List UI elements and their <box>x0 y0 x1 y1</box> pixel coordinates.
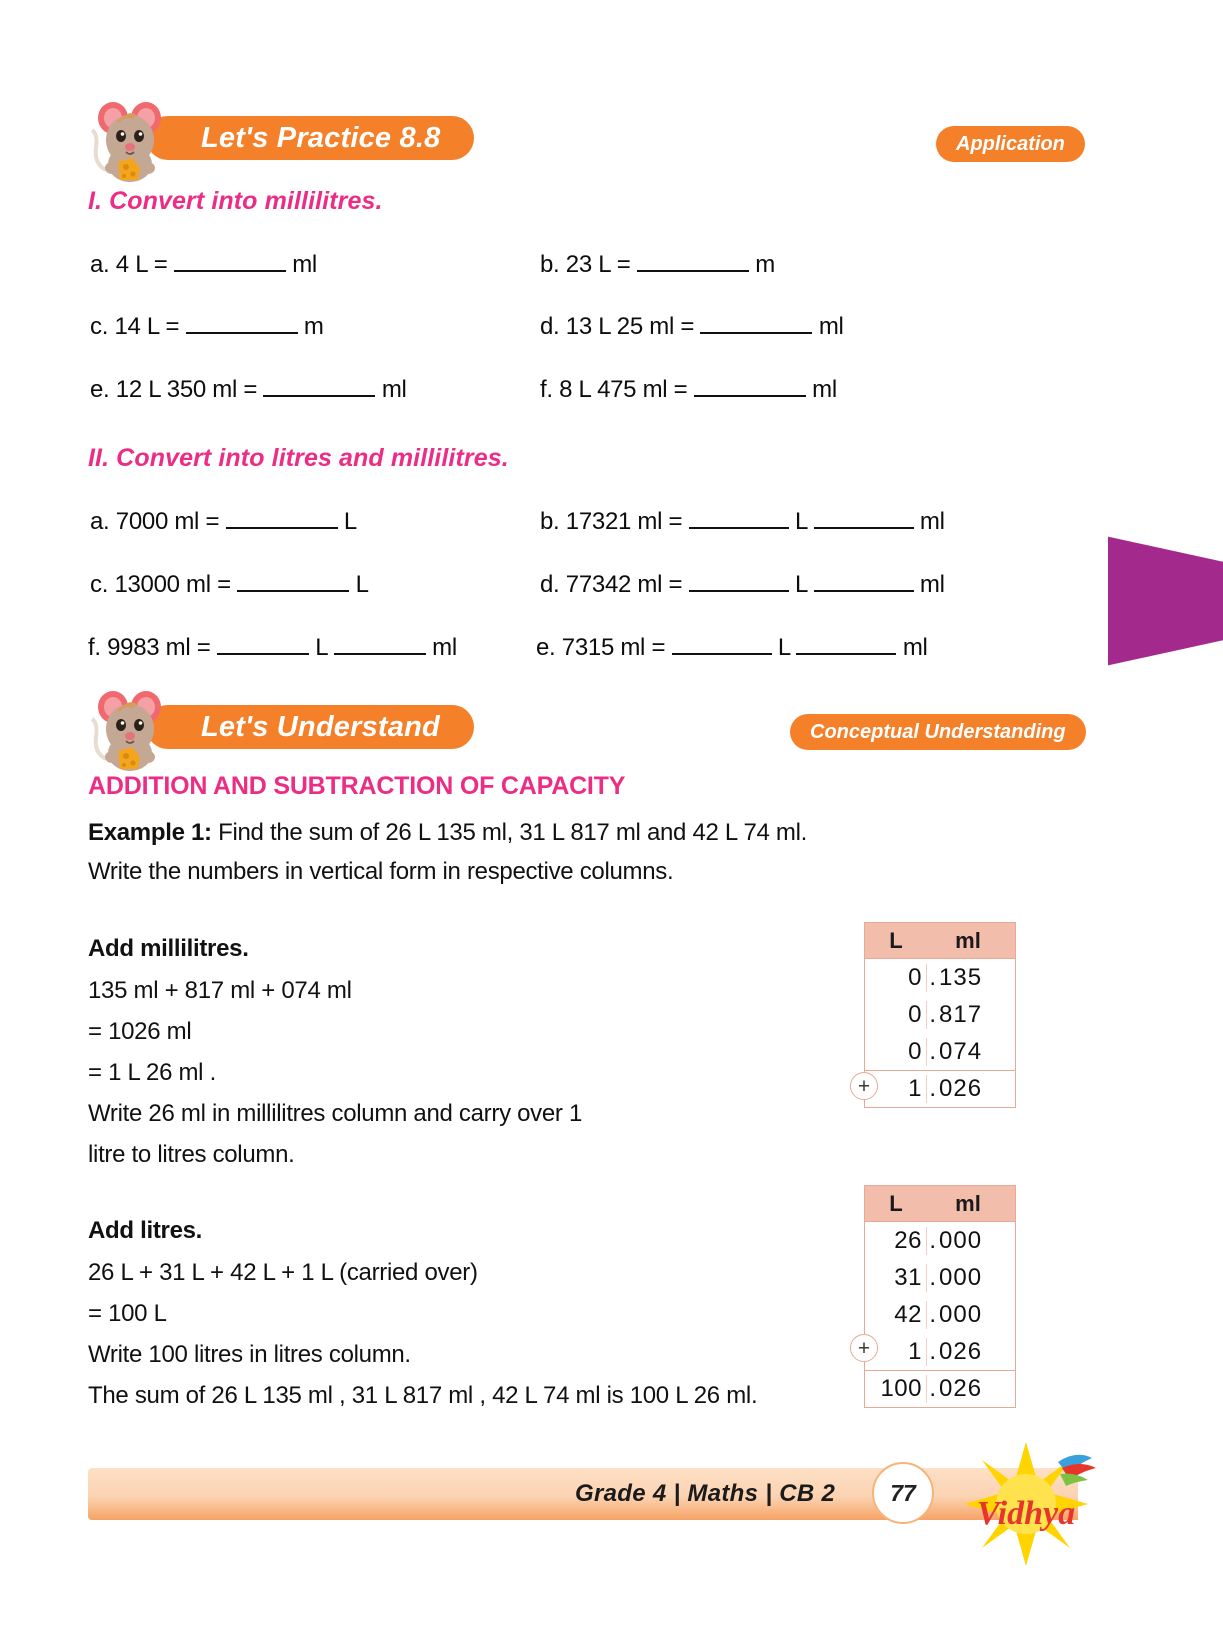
cell-millilitres: 026 <box>939 1337 983 1365</box>
total-litres: 100 <box>865 1375 927 1403</box>
cell-millilitres: 000 <box>939 1226 983 1254</box>
table-row <box>865 996 1015 1033</box>
answer-blank-litres[interactable] <box>672 636 772 655</box>
header-millilitres: ml <box>955 1190 981 1216</box>
answer-blank[interactable] <box>637 253 749 272</box>
question-text: 13 L 25 ml = <box>565 313 695 340</box>
vidhya-logo <box>930 1432 1130 1572</box>
decimal-separator: . <box>929 1263 937 1291</box>
decimal-separator: . <box>929 1226 937 1254</box>
cell-litres: 0 <box>865 1001 927 1029</box>
table-row <box>865 1222 1015 1259</box>
question-unit-millilitres: ml <box>919 571 945 598</box>
answer-blank-litres[interactable] <box>689 510 789 529</box>
question-unit-millilitres: ml <box>902 634 928 661</box>
answer-blank-litres[interactable] <box>217 636 309 655</box>
question-unit: ml <box>812 376 837 403</box>
question-2a <box>90 508 357 536</box>
page-number: 77 <box>872 1462 934 1524</box>
answer-blank[interactable] <box>700 315 812 334</box>
question-unit-litres: L <box>794 508 808 535</box>
answer-blank-millilitres[interactable] <box>814 510 914 529</box>
mouse-mascot-icon <box>88 92 174 184</box>
step-2-line-1: 26 L + 31 L + 42 L + 1 L (carried over) <box>88 1259 478 1286</box>
step-2-line-4: The sum of 26 L 135 ml , 31 L 817 ml , 42 L 74 ml is 100 L 26 ml. <box>88 1382 758 1409</box>
table-header-row <box>865 923 1015 959</box>
cell-millilitres: 000 <box>939 1263 983 1291</box>
question-unit-litres: L <box>343 508 357 535</box>
question-1f <box>540 376 837 404</box>
table-row <box>865 1259 1015 1296</box>
question-unit-litres: L <box>777 634 791 661</box>
topic-heading: ADDITION AND SUBTRACTION OF CAPACITY <box>88 772 626 800</box>
plus-operator-icon: + <box>850 1334 878 1362</box>
table-total-row <box>865 1370 1015 1407</box>
question-text: 14 L = <box>114 313 180 340</box>
question-unit-litres: L <box>794 571 808 598</box>
decimal-separator: . <box>929 1300 937 1328</box>
practice-banner-title: Let's Practice 8.8 <box>146 116 474 160</box>
answer-blank-litres[interactable] <box>689 573 789 592</box>
question-unit: m <box>303 313 324 340</box>
step-2-line-2: = 100 L <box>88 1300 167 1327</box>
answer-blank[interactable] <box>226 510 338 529</box>
practice-banner <box>88 92 474 184</box>
plus-operator-icon: + <box>850 1072 878 1100</box>
question-label: c. <box>90 313 109 340</box>
answer-blank-millilitres[interactable] <box>814 573 914 592</box>
total-litres: 1 <box>865 1075 927 1103</box>
example-text: Find the sum of 26 L 135 ml, 31 L 817 ml and 42 L 74 ml. <box>218 819 807 846</box>
decimal-separator: . <box>929 1037 937 1065</box>
total-millilitres: 026 <box>939 1375 983 1402</box>
cell-litres: 31 <box>865 1264 927 1292</box>
question-text: 7315 ml = <box>561 634 666 661</box>
question-label: c. <box>90 571 109 598</box>
millilitres-addition-table <box>864 922 1016 1108</box>
question-text: 4 L = <box>115 251 168 278</box>
cell-millilitres: 817 <box>939 1000 983 1028</box>
question-text: 8 L 475 ml = <box>559 376 688 403</box>
decimal-separator: . <box>929 1375 937 1402</box>
question-text: 7000 ml = <box>115 508 220 535</box>
question-unit-litres: L <box>315 634 328 661</box>
step-2-line-3: Write 100 litres in litres column. <box>88 1341 411 1368</box>
step-1-title: Add millilitres. <box>88 935 249 962</box>
question-text: 77342 ml = <box>565 571 683 598</box>
question-label: d. <box>540 313 560 340</box>
question-unit: ml <box>818 313 844 340</box>
cell-litres: 0 <box>865 1038 927 1066</box>
question-label: f. <box>540 376 553 403</box>
decimal-separator: . <box>929 1075 937 1102</box>
question-unit-litres: L <box>355 571 369 598</box>
table-row <box>865 1033 1015 1070</box>
answer-blank[interactable] <box>186 315 298 334</box>
logo-text: Vidhya <box>976 1495 1076 1532</box>
question-unit-millilitres: ml <box>432 634 457 661</box>
question-label: e. <box>90 376 110 403</box>
table-row <box>865 1333 1015 1370</box>
question-2e <box>536 634 928 662</box>
question-unit-millilitres: ml <box>919 508 945 535</box>
step-2-title: Add litres. <box>88 1217 203 1244</box>
question-1c <box>90 313 324 341</box>
question-text: 17321 ml = <box>565 508 683 535</box>
question-label: b. <box>540 508 560 535</box>
cell-millilitres: 074 <box>939 1037 983 1065</box>
question-1d <box>540 313 844 341</box>
example-line <box>88 819 807 847</box>
step-1-line-2: = 1026 ml <box>88 1018 192 1045</box>
answer-blank[interactable] <box>174 253 286 272</box>
table-header-row <box>865 1186 1015 1222</box>
question-label: e. <box>536 634 556 661</box>
question-text: 12 L 350 ml = <box>115 376 258 403</box>
decimal-separator: . <box>929 1337 937 1365</box>
application-badge: Application <box>936 126 1085 162</box>
question-2b <box>540 508 945 536</box>
answer-blank[interactable] <box>263 378 375 397</box>
step-1-line-1: 135 ml + 817 ml + 074 ml <box>88 977 352 1004</box>
cell-litres: 26 <box>865 1227 927 1255</box>
footer-text: Grade 4 | Maths | CB 2 <box>575 1480 836 1507</box>
answer-blank-millilitres[interactable] <box>796 636 896 655</box>
question-label: a. <box>90 251 110 278</box>
question-text: 9983 ml = <box>107 634 211 661</box>
purple-decoration <box>1098 531 1223 671</box>
question-text: 23 L = <box>565 251 631 278</box>
litres-addition-table <box>864 1185 1016 1408</box>
mouse-mascot-icon <box>88 681 174 773</box>
question-unit: m <box>755 251 775 278</box>
question-label: a. <box>90 508 110 535</box>
question-2d <box>540 571 945 599</box>
step-1-line-4: Write 26 ml in millilitres column and carry over 1 <box>88 1100 583 1127</box>
header-millilitres: ml <box>955 927 981 953</box>
question-text: 13000 ml = <box>114 571 231 598</box>
answer-blank[interactable] <box>694 378 806 397</box>
question-unit: ml <box>381 376 407 403</box>
question-1a <box>90 251 317 279</box>
total-millilitres: 026 <box>939 1075 983 1102</box>
question-unit: ml <box>292 251 317 278</box>
question-2c <box>90 571 369 599</box>
cell-litres: 0 <box>865 964 927 992</box>
table-total-row <box>865 1070 1015 1107</box>
header-litres: L <box>889 927 903 953</box>
question-1b <box>540 251 775 279</box>
decimal-separator: . <box>929 1000 937 1028</box>
question-1e <box>90 376 407 404</box>
cell-millilitres: 000 <box>939 1300 983 1328</box>
question-label: b. <box>540 251 560 278</box>
answer-blank-millilitres[interactable] <box>334 636 426 655</box>
section-1-heading: I. Convert into millilitres. <box>88 187 383 215</box>
question-2f <box>88 634 457 662</box>
step-1-line-5: litre to litres column. <box>88 1141 295 1168</box>
step-1-line-3: = 1 L 26 ml . <box>88 1059 216 1086</box>
answer-blank[interactable] <box>237 573 349 592</box>
decimal-separator: . <box>929 963 937 991</box>
example-line-2: Write the numbers in vertical form in respective columns. <box>88 858 674 885</box>
question-label: f. <box>88 634 101 661</box>
understand-banner <box>88 681 474 773</box>
cell-millilitres: 135 <box>939 963 983 991</box>
table-row <box>865 959 1015 996</box>
cell-litres: 1 <box>865 1338 927 1366</box>
question-label: d. <box>540 571 560 598</box>
table-row <box>865 1296 1015 1333</box>
section-2-heading: II. Convert into litres and millilitres. <box>88 444 509 472</box>
understand-banner-title: Let's Understand <box>146 705 474 749</box>
header-litres: L <box>889 1190 903 1216</box>
cell-litres: 42 <box>865 1301 927 1329</box>
example-label: Example 1: <box>88 819 212 846</box>
conceptual-understanding-badge: Conceptual Understanding <box>790 714 1086 750</box>
